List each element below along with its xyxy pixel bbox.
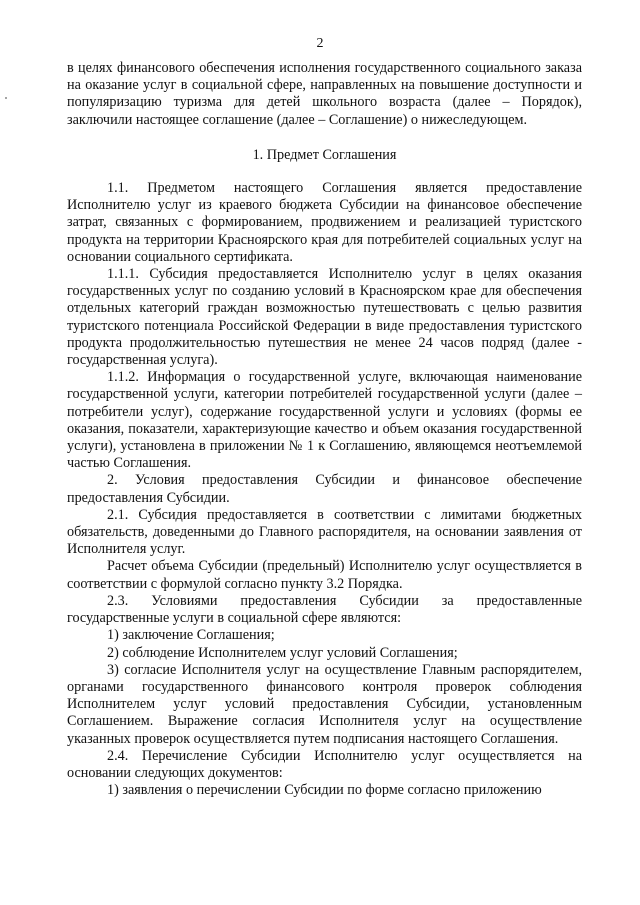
section-heading: 1. Предмет Соглашения <box>252 146 397 163</box>
paragraph-1-1-1: 1.1.1. Субсидия предоставляется Исполнителю услуг в целях оказания государственных услуг по созданию условий в Красноярском крае для обеспечения отдельных категорий граждан возможностью путешествовать с целью развития туристского потенциала Российской Федерации в виде предоставления туристского продукта продолжительностью путешествия не менее 24 часов подряд (далее - государственная услуга). <box>67 266 582 369</box>
list-item-2-3-3: 3) согласие Исполнителя услуг на осуществление Главным распорядителем, органами государственного финансового контроля проверок соблюдения Исполнителем услуг условий предоставления Субсидии, установленным Соглашением. Выражение согласия Исполнителя услуг на осуществление указанных проверок осуществляется путем подписания настоящего Соглашения. <box>67 661 582 747</box>
intro-paragraph: в целях финансового обеспечения исполнения государственного социального заказа на оказание услуг в социальной сфере, направленных на повышение доступности и популяризацию туризма для детей школьного возраста (далее – Порядок), заключили настоящее соглашение (далее – Соглашение) о нижеследующем. <box>67 60 582 128</box>
paragraph-2-4: 2.4. Перечисление Субсидии Исполнителю услуг осуществляется на основании следующих документов: <box>67 747 582 781</box>
scan-speck <box>5 97 7 99</box>
list-item-2-3-1: 1) заключение Соглашения; <box>107 627 275 644</box>
paragraph-1-1: 1.1. Предметом настоящего Соглашения является предоставление Исполнителю услуг из краевого бюджета Субсидии на финансовое обеспечение затрат, связанных с формированием, продвижением и реализацией туристского продукта на территории Красноярского края для потребителей социальных услуг на основании социального сертификата. <box>67 180 582 265</box>
paragraph-2-1: 2.1. Субсидия предоставляется в соответствии с лимитами бюджетных обязательств, доведенными до Главного распорядителя, на основании заявления от Исполнителя услуг. <box>67 506 582 558</box>
page-number: 2 <box>316 36 324 51</box>
list-item-2-3-2: 2) соблюдение Исполнителем услуг условий Соглашения; <box>107 644 458 661</box>
paragraph-2-3: 2.3. Условиями предоставления Субсидии за предоставленные государственные услуги в социальной сфере являются: <box>67 592 582 627</box>
paragraph-1-1-2: 1.1.2. Информация о государственной услуге, включающая наименование государственной услуги, категории потребителей государственной услуги (далее – потребители услуг), содержание государственной услуги и условиях (формы ее оказания, показатели, характеризующие качество и объем оказания государственной услуги), установлена в приложении № 1 к Соглашению, являющемся неотъемлемой частью Соглашения. <box>67 369 582 472</box>
list-item-2-4-1: 1) заявления о перечислении Субсидии по форме согласно приложению <box>107 782 542 799</box>
paragraph-2-1-calc: Расчет объема Субсидии (предельный) Исполнителю услуг осуществляется в соответствии с формулой согласно пункту 3.2 Порядка. <box>67 558 582 592</box>
document-body <box>67 60 582 799</box>
paragraph-2: 2. Условия предоставления Субсидии и финансовое обеспечение предоставления Субсидии. <box>67 472 582 506</box>
